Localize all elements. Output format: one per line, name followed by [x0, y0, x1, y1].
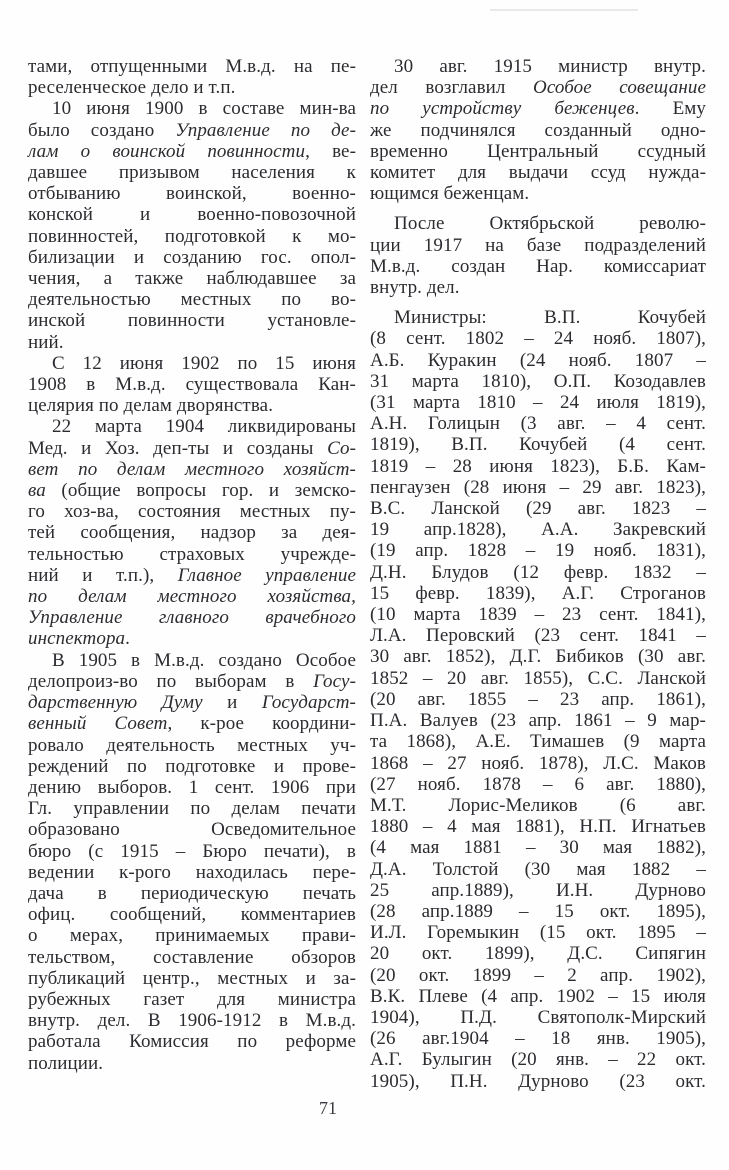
- text-line: [28, 162, 356, 183]
- text-segment: инской повинности установле-: [28, 310, 356, 332]
- text-segment: публикаций центр., местных и за-: [28, 967, 356, 989]
- text-line: [370, 1071, 706, 1092]
- text-segment: ровало деятельность местных уч-: [28, 734, 356, 756]
- text-segment: .: [125, 628, 131, 650]
- text-segment: (4 мая 1881 – 30 мая 1882),: [370, 837, 706, 859]
- text-segment: 1819), В.П. Кочубей (4 сент.: [370, 434, 706, 456]
- text-line: [28, 56, 356, 77]
- text-segment: 1880 – 4 мая 1881), Н.П. Игнатьев: [370, 816, 706, 838]
- text-line: [370, 922, 706, 943]
- text-line: [28, 947, 356, 968]
- text-segment: бюро (с 1915 – Бюро печати), в: [28, 840, 356, 862]
- text-segment: (27 нояб. 1878 – 6 авг. 1880),: [370, 773, 706, 795]
- text-line: [28, 438, 356, 459]
- italic-text-segment: Особое совещание: [533, 77, 706, 99]
- text-segment: ции 1917 на базе подразделений: [370, 234, 706, 256]
- text-segment: (10 марта 1839 – 23 сент. 1841),: [370, 604, 706, 626]
- text-line: [28, 226, 356, 247]
- text-line: [28, 204, 356, 225]
- text-line: [370, 943, 706, 964]
- italic-text-segment: по делам местного хозяйства,: [28, 586, 356, 608]
- text-segment: (8 сент. 1802 – 24 нояб. 1807),: [370, 328, 706, 350]
- text-segment: го хоз-ва, состояния местных пу-: [28, 501, 356, 523]
- text-segment: дел возглавил: [370, 77, 533, 99]
- text-line: [28, 862, 356, 883]
- text-segment: временно Центральный ссудный: [370, 140, 706, 162]
- text-segment: комитет для выдачи ссуд нужда-: [370, 162, 706, 184]
- italic-text-segment: инспектора: [28, 628, 126, 650]
- text-segment: пенгаузен (28 июня – 29 авг. 1823),: [370, 476, 706, 498]
- text-line: [370, 859, 706, 880]
- text-line: [28, 586, 356, 607]
- text-line: [370, 646, 706, 667]
- italic-text-segment: Управление по де-: [175, 119, 356, 141]
- text-segment: тельностью страховых учрежде-: [28, 543, 356, 565]
- text-line: [28, 374, 356, 395]
- text-line: [370, 277, 706, 298]
- text-segment: 1904), П.Д. Святополк-Мирский: [370, 1006, 706, 1028]
- text-segment: рубежных газет для министра: [28, 988, 356, 1010]
- text-line: [28, 607, 356, 628]
- text-segment: 22 марта 1904 ликвидированы: [52, 416, 356, 438]
- text-line: [370, 965, 706, 986]
- text-segment: (28 апр.1889 – 15 окт. 1895),: [370, 900, 706, 922]
- text-segment: 20 окт. 1899), Д.С. Сипягин: [370, 943, 706, 965]
- text-segment: ющимся беженцам.: [370, 183, 530, 205]
- text-segment: ведении к-рого находилась пере-: [28, 861, 356, 883]
- text-line: [28, 565, 356, 586]
- text-segment: деятельностью местных по во-: [28, 289, 356, 311]
- text-line: [28, 247, 356, 268]
- text-segment: 15 февр. 1839), А.Г. Строганов: [370, 582, 706, 604]
- text-segment: И.Л. Горемыкин (15 окт. 1895 –: [370, 922, 706, 944]
- text-segment: 10 июня 1900 в составе мин-ва: [52, 98, 356, 120]
- text-segment: внутр. дел.: [370, 277, 460, 299]
- text-line: [370, 710, 706, 731]
- text-line: [370, 986, 706, 1007]
- text-line: [28, 395, 356, 416]
- text-line: [370, 604, 706, 625]
- text-line: [28, 1010, 356, 1031]
- text-segment: тами, отпущенными М.в.д. на пе-: [28, 56, 356, 77]
- text-segment: 30 авг. 1852), Д.Г. Бибиков (30 авг.: [370, 646, 706, 668]
- italic-text-segment: Управление главного врачебного: [28, 607, 356, 629]
- text-segment: конской и военно-повозочной: [28, 204, 356, 226]
- text-segment: было создано: [28, 119, 176, 141]
- text-segment: чения, а также наблюдавшее за: [28, 268, 356, 290]
- text-line: [370, 77, 706, 98]
- text-segment: полиции.: [28, 1052, 104, 1074]
- text-line: [28, 819, 356, 840]
- text-line: [370, 456, 706, 477]
- text-line: [370, 350, 706, 371]
- text-segment: (20 авг. 1855 – 23 апр. 1861),: [370, 688, 706, 710]
- text-line: [28, 777, 356, 798]
- italic-text-segment: лам о воинской повинности: [28, 140, 306, 162]
- column-left: [28, 56, 356, 1092]
- text-segment: Гл. управлении по делам печати: [28, 798, 356, 820]
- text-line: [28, 544, 356, 565]
- text-line: [28, 98, 356, 119]
- text-segment: А.Н. Голицын (3 авг. – 4 сент.: [370, 413, 706, 435]
- text-line: [28, 798, 356, 819]
- text-segment: (общие вопросы гор. и земско-: [45, 480, 356, 502]
- text-segment: (31 марта 1810 – 24 июля 1819),: [370, 392, 706, 414]
- text-line: [370, 519, 706, 540]
- text-line: [28, 459, 356, 480]
- text-segment: А.Г. Булыгин (20 янв. – 22 окт.: [370, 1049, 706, 1071]
- text-segment: (19 апр. 1828 – 19 нояб. 1831),: [370, 540, 706, 562]
- text-segment: , к-рое координи-: [167, 713, 357, 735]
- text-segment: С 12 июня 1902 по 15 июня: [52, 352, 356, 374]
- text-segment: ний.: [28, 331, 64, 353]
- text-segment: тей сообщения, надзор за дея-: [28, 522, 356, 544]
- text-line: [370, 498, 706, 519]
- text-line: [370, 213, 706, 234]
- text-segment: тельством, составление обзоров: [28, 946, 356, 968]
- text-segment: реселенческое дело и т.п.: [28, 77, 236, 99]
- text-segment: М.в.д. создан Нар. комиссариат: [370, 255, 706, 277]
- text-line: [28, 416, 356, 437]
- text-segment: работала Комиссия по реформе: [28, 1031, 356, 1053]
- text-line: [28, 268, 356, 289]
- text-line: [370, 689, 706, 710]
- text-segment: А.Б. Куракин (24 нояб. 1807 –: [370, 349, 706, 371]
- text-line: [28, 1031, 356, 1052]
- text-segment: внутр. дел. В 1906-1912 в М.в.д.: [28, 1010, 356, 1032]
- text-line: [370, 434, 706, 455]
- text-line: [28, 989, 356, 1010]
- text-line: [370, 256, 706, 277]
- text-line: [28, 650, 356, 671]
- text-segment: 19 апр.1828), А.А. Закревский: [370, 519, 706, 541]
- text-line: [28, 183, 356, 204]
- text-line: [370, 625, 706, 646]
- text-segment: 31 марта 1810), О.П. Козодавлев: [370, 370, 706, 392]
- text-segment: дению выборов. 1 сент. 1906 при: [28, 776, 356, 798]
- text-segment: Д.Н. Блудов (12 февр. 1832 –: [370, 561, 706, 583]
- text-line: [370, 753, 706, 774]
- text-line: [370, 540, 706, 561]
- text-line: [28, 628, 356, 649]
- text-line: [28, 501, 356, 522]
- text-line: [370, 901, 706, 922]
- text-line: [370, 413, 706, 434]
- text-line: [370, 328, 706, 349]
- text-segment: . Ему: [634, 98, 706, 120]
- text-line: [28, 735, 356, 756]
- text-segment: и: [202, 692, 262, 714]
- text-line: [370, 307, 706, 328]
- italic-text-segment: Государст-: [261, 692, 356, 714]
- text-line: [370, 392, 706, 413]
- text-segment: ний и т.п.),: [28, 564, 178, 586]
- text-line: [28, 841, 356, 862]
- text-line: [370, 562, 706, 583]
- text-line: [370, 731, 706, 752]
- text-columns: [28, 56, 706, 1092]
- text-line: [370, 162, 706, 183]
- text-segment: , ве-: [305, 140, 356, 162]
- text-line: [370, 477, 706, 498]
- text-line: [370, 56, 706, 77]
- text-line: [28, 310, 356, 331]
- text-segment: 1905), П.Н. Дурново (23 окт.: [370, 1070, 706, 1092]
- text-segment: 1868 – 27 нояб. 1878), Л.С. Маков: [370, 752, 706, 774]
- text-segment: же подчинялся созданный одно-: [370, 119, 706, 141]
- text-line: [370, 141, 706, 162]
- text-line: [28, 289, 356, 310]
- text-segment: (26 авг.1904 – 18 янв. 1905),: [370, 1028, 706, 1050]
- text-line: [28, 353, 356, 374]
- italic-text-segment: Госу-: [313, 670, 356, 692]
- text-segment: После Октябрьской револю-: [394, 213, 706, 235]
- text-line: [370, 1007, 706, 1028]
- text-segment: о мерах, принимаемых прави-: [28, 925, 356, 947]
- text-line: [28, 77, 356, 98]
- text-line: [28, 713, 356, 734]
- page-number: 71: [319, 1098, 337, 1118]
- text-line: [370, 668, 706, 689]
- text-segment: В.С. Ланской (29 авг. 1823 –: [370, 498, 706, 520]
- text-line: [370, 583, 706, 604]
- text-line: [28, 968, 356, 989]
- text-segment: 1852 – 20 авг. 1855), С.С. Ланской: [370, 667, 706, 689]
- text-line: [370, 880, 706, 901]
- text-segment: П.А. Валуев (23 апр. 1861 – 9 мар-: [370, 710, 706, 732]
- text-line: [370, 837, 706, 858]
- italic-text-segment: венный Совет: [28, 713, 168, 735]
- text-line: [370, 183, 706, 204]
- text-line: [28, 522, 356, 543]
- text-segment: дача в периодическую печать: [28, 882, 356, 904]
- text-line: [28, 120, 356, 141]
- text-segment: образовано Осведомительное: [28, 819, 356, 841]
- text-segment: (20 окт. 1899 – 2 апр. 1902),: [370, 964, 706, 986]
- text-segment: М.Т. Лорис-Меликов (6 авг.: [370, 794, 706, 816]
- text-line: [28, 671, 356, 692]
- text-segment: та 1868), А.Е. Тимашев (9 марта: [370, 731, 706, 753]
- text-segment: целярия по делам дворянства.: [28, 395, 274, 417]
- text-segment: билизации и созданию гос. опол-: [28, 246, 356, 268]
- text-line: [370, 774, 706, 795]
- text-segment: давшее призывом населения к: [28, 162, 356, 184]
- text-line: [28, 756, 356, 777]
- italic-text-segment: Главное управление: [177, 564, 357, 586]
- scan-artifact-line: [490, 9, 638, 11]
- text-line: [370, 1028, 706, 1049]
- text-line: [28, 904, 356, 925]
- text-segment: Д.А. Толстой (30 мая 1882 –: [370, 858, 706, 880]
- text-line: [370, 120, 706, 141]
- text-segment: 1819 – 28 июня 1823), Б.Б. Кам-: [370, 455, 706, 477]
- text-line: [370, 816, 706, 837]
- text-segment: реждений по подготовке и прове-: [28, 755, 356, 777]
- text-segment: В.К. Плеве (4 апр. 1902 – 15 июля: [370, 985, 706, 1007]
- text-line: [370, 235, 706, 256]
- column-right: [370, 56, 706, 1092]
- text-line: [28, 332, 356, 353]
- text-line: [28, 480, 356, 501]
- text-segment: Мед. и Хоз. деп-ты и созданы: [28, 437, 328, 459]
- italic-text-segment: вет по делам местного хозяйст-: [28, 458, 356, 480]
- text-segment: 1908 в М.в.д. существовала Кан-: [28, 374, 356, 396]
- text-line: [28, 692, 356, 713]
- text-segment: Министры: В.П. Кочубей: [394, 307, 706, 329]
- text-segment: 25 апр.1889), И.Н. Дурново: [370, 879, 706, 901]
- text-line: [370, 371, 706, 392]
- text-segment: В 1905 в М.в.д. создано Особое: [52, 649, 356, 671]
- text-line: [28, 883, 356, 904]
- italic-text-segment: Со-: [327, 437, 356, 459]
- text-segment: офиц. сообщений, комментариев: [28, 904, 356, 926]
- italic-text-segment: дарственную Думу: [28, 692, 203, 714]
- text-line: [370, 1049, 706, 1070]
- italic-text-segment: ва: [28, 480, 46, 502]
- text-line: [28, 1053, 356, 1074]
- italic-text-segment: по устройству беженцев: [370, 98, 635, 120]
- text-line: [370, 98, 706, 119]
- text-segment: делопроиз-во по выборам в: [28, 670, 314, 692]
- text-segment: 30 авг. 1915 министр внутр.: [394, 56, 706, 77]
- text-segment: отбыванию воинской, военно-: [28, 183, 356, 205]
- text-line: [28, 141, 356, 162]
- text-line: [370, 795, 706, 816]
- text-segment: Л.А. Перовский (23 сент. 1841 –: [370, 625, 706, 647]
- text-line: [28, 925, 356, 946]
- text-segment: повинностей, подготовкой к мо-: [28, 225, 356, 247]
